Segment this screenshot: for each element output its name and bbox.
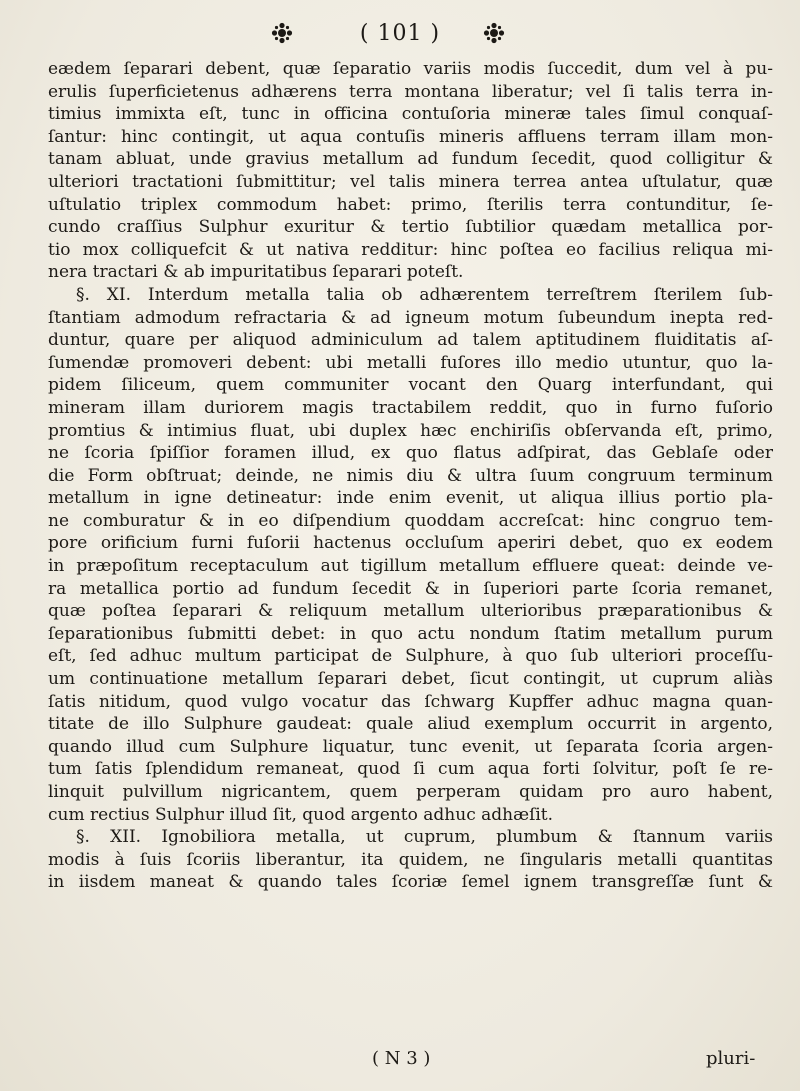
text-line: linquit pulvillum nigricantem, quem perperam quidam pro auro habent, <box>48 782 773 802</box>
page-header <box>0 18 800 54</box>
body-text <box>48 58 773 1043</box>
page-number: ( 101 ) <box>359 21 441 46</box>
text-line: quando illud cum Sulphure liquatur, tunc evenit, ut ſeparata ſcoria argen- <box>48 736 773 757</box>
text-line: mineram illam duriorem magis tractabilem reddit, quo in furno fuſorio <box>48 397 773 418</box>
text-line: pidem ſiliceum, quem communiter vocant den Quarg interfundant, qui <box>48 375 773 396</box>
text-line: titate de illo Sulphure gaudeat: quale aliud exemplum occurrit in argento, <box>48 714 773 735</box>
text-line: pore orificium furni fuſorii hactenus occluſum aperiri debet, quo ex eodem <box>48 533 773 554</box>
text-line: tum ſatis ſplendidum remaneat, quod ſi cum aqua forti ſolvitur, poſt ſe re- <box>48 759 773 780</box>
fleuron-icon <box>483 22 505 44</box>
text-line: uſtulatio triplex commodum habet: primo, ſterilis terra contunditur, ſe- <box>48 194 773 215</box>
text-line: in iisdem maneat & quando tales ſcoriæ ſemel ignem transgreſſæ ſunt & <box>48 872 773 893</box>
text-line: tio mox colliquefcit & ut nativa redditur: hinc poſtea eo facilius reliqua mi- <box>48 239 773 260</box>
text-line: eſt, ſed adhuc multum participat de Sulphure, à quo ſub ulteriori proceſſu- <box>48 646 773 667</box>
catchword: pluri- <box>706 1048 756 1069</box>
text-line: quæ poſtea ſeparari & reliquum metallum ulterioribus præparationibus & <box>48 601 773 622</box>
text-line: ulteriori tractationi ſubmittitur; vel talis minera terrea antea uſtulatur, quæ <box>48 171 773 192</box>
text-line: ſtantiam admodum refractaria & ad igneum motum ſubeundum inepta red- <box>48 307 773 328</box>
section-heading-line: §. XI. Interdum metalla talia ob adhærentem terreſtrem ſterilem ſub- <box>76 284 773 305</box>
text-line: modis à ſuis ſcoriis liberantur, ita quidem, ne ſingularis metalli quantitas <box>48 849 773 870</box>
text-line: cundo craſſius Sulphur exuritur & tertio ſubtilior quædam metallica por- <box>48 217 773 238</box>
text-line: eædem ſeparari debent, quæ ſeparatio variis modis ſuccedit, dum vel à pu- <box>48 59 773 79</box>
text-line: tanam abluat, unde gravius metallum ad fundum ſecedit, quod colligitur & <box>48 149 773 170</box>
text-line: ſatis nitidum, quod vulgo vocatur das ſchwarg Kupffer adhuc magna quan- <box>48 691 773 712</box>
text-line: ra metallica portio ad fundum ſecedit & in ſuperiori parte ſcoria remanet, <box>48 578 773 599</box>
text-line: ſeparationibus ſubmitti debet: in quo actu nondum ſtatim metallum purum <box>48 623 773 644</box>
text-line: ne comburatur & in eo diſpendium quoddam accreſcat: hinc congruo tem- <box>48 510 773 531</box>
text-line: metallum in igne detineatur: inde enim evenit, ut aliqua illius portio pla- <box>48 488 773 509</box>
text-line: cum rectius Sulphur illud ſit, quod argento adhuc adhæſit. <box>48 804 554 825</box>
text-line: erulis ſuperficietenus adhærens terra montana liberatur; vel ſi talis terra in- <box>48 81 773 102</box>
text-line: ne ſcoria ſpiſſior foramen illud, ex quo flatus adſpirat, das Geblaſe oder <box>48 443 773 464</box>
text-line: um continuatione metallum ſeparari debet, ſicut contingit, ut cuprum aliàs <box>48 669 773 690</box>
text-line: in præpoſitum receptaculum aut tigillum metallum effluere queat: deinde ve- <box>48 556 773 577</box>
page-footer <box>0 1046 800 1076</box>
text-line: promtius & intimius fluat, ubi duplex hæc enchiriſis obſervanda eſt, primo, <box>48 420 773 441</box>
text-line: ſumendæ promoveri debent: ubi metalli fuſores illo medio utuntur, quo la- <box>48 352 773 373</box>
text-line: nera tractari & ab impuritatibus ſeparari poteſt. <box>48 262 464 283</box>
text-line: timius immixta eſt, tunc in officina contuſoria mineræ tales ſimul conquaſ- <box>48 104 773 125</box>
text-line: die Form obſtruat; deinde, ne nimis diu & ultra ſuum congruum terminum <box>48 465 773 486</box>
text-line: duntur, quare per aliquod adminiculum ad talem aptitudinem fluiditatis aſ- <box>48 330 773 351</box>
signature-mark: ( N 3 ) <box>372 1048 431 1069</box>
section-heading-line: §. XII. Ignobiliora metalla, ut cuprum, plumbum & ſtannum variis <box>76 827 773 848</box>
text-line: ſantur: hinc contingit, ut aqua contuſis mineris affluens terram illam mon- <box>48 126 773 147</box>
